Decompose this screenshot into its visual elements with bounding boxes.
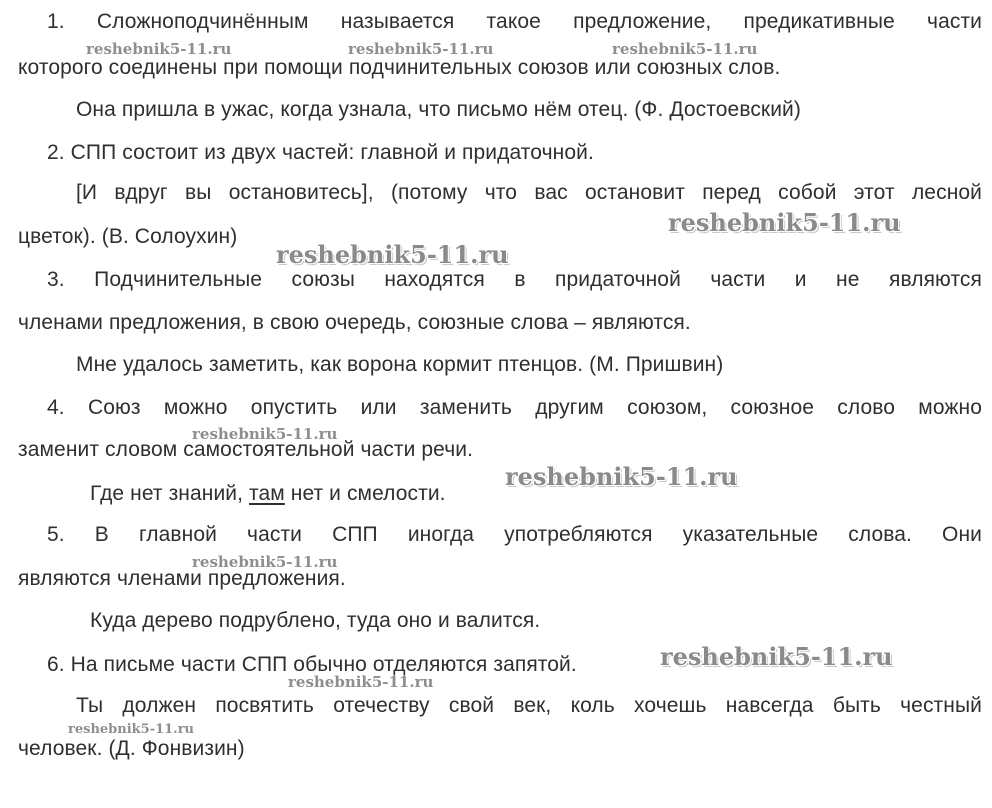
item-4-line-2: заменит словом самостоятельной части речи. [18, 438, 474, 461]
item-3-line-2: членами предложения, в свою очередь, союзные слова – являются. [18, 311, 691, 334]
watermark: reshebnik5-11.ru [660, 642, 893, 671]
item-5-line-2: являются членами предложения. [18, 567, 346, 590]
watermark: reshebnik5-11.ru [288, 673, 434, 691]
example-4-underlined-word: там [249, 482, 285, 505]
item-3-line-1: 3. Подчинительные союзы находятся в придаточной части и не являются [47, 268, 982, 291]
item-2: 2. СПП состоит из двух частей: главной и придаточной. [47, 141, 594, 164]
watermark: reshebnik5-11.ru [668, 208, 901, 237]
example-2-line-1: [И вдруг вы остановитесь], (потому что вас остановит перед собой этот лесной [76, 181, 982, 204]
item-6: 6. На письме части СПП обычно отделяются запятой. [47, 653, 577, 676]
example-4-part-1: Где нет знаний, [90, 482, 249, 505]
example-4-part-2: нет и смелости. [284, 482, 446, 505]
watermark: reshebnik5-11.ru [86, 40, 232, 58]
item-5-line-1: 5. В главной части СПП иногда употребляются указательные слова. Они [47, 523, 982, 546]
item-1-line-1: 1. Сложноподчинённым называется такое предложение, предикативные части [47, 10, 982, 33]
example-4 [90, 481, 446, 507]
watermark: reshebnik5-11.ru [192, 553, 338, 571]
example-2-line-2: цветок). (В. Солоухин) [18, 225, 238, 248]
watermark: reshebnik5-11.ru [505, 462, 738, 491]
watermark: reshebnik5-11.ru [192, 425, 338, 443]
watermark: reshebnik5-11.ru [276, 240, 509, 269]
item-1-line-2: которого соединены при помощи подчинительных союзов или союзных слов. [18, 56, 781, 79]
example-6-line-2: человек. (Д. Фонвизин) [18, 737, 245, 760]
example-6-line-1: Ты должен посвятить отечеству свой век, коль хочешь навсегда быть честный [76, 694, 982, 717]
watermark: reshebnik5-11.ru [68, 722, 195, 737]
watermark: reshebnik5-11.ru [612, 40, 758, 58]
item-4-line-1: 4. Союз можно опустить или заменить другим союзом, союзное слово можно [47, 396, 982, 419]
example-5: Куда дерево подрублено, туда оно и валится. [90, 609, 541, 632]
watermark: reshebnik5-11.ru [348, 40, 494, 58]
example-3: Мне удалось заметить, как ворона кормит птенцов. (М. Пришвин) [76, 353, 724, 376]
example-1: Она пришла в ужас, когда узнала, что письмо нём отец. (Ф. Достоевский) [76, 98, 801, 121]
